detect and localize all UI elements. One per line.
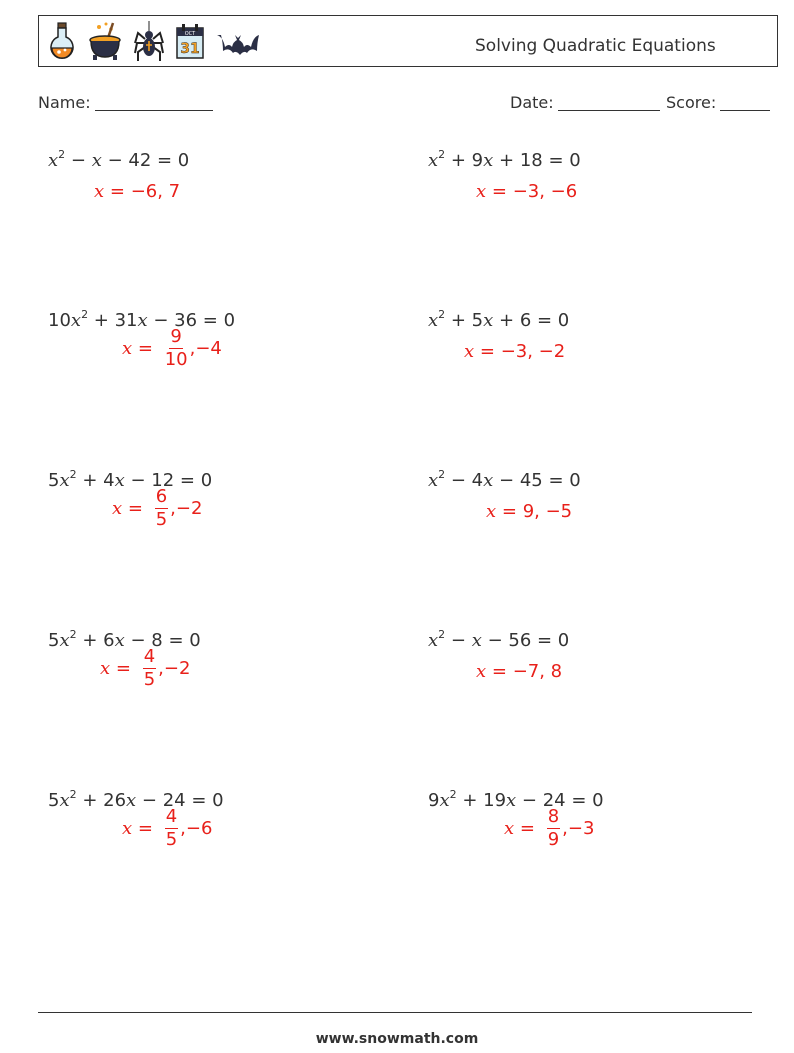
equation-exponent: 2	[438, 148, 446, 161]
answer-variable: x	[486, 501, 497, 522]
answer-fraction	[143, 648, 156, 689]
equation-variable: x	[483, 150, 494, 171]
equation-variable: x	[428, 470, 439, 491]
answer-equals: =	[514, 818, 541, 839]
equation-variable: x	[114, 470, 125, 491]
equation-variable: x	[428, 310, 439, 331]
header-icons	[47, 20, 259, 64]
answer-equals: =	[122, 498, 149, 519]
calendar-icon	[175, 21, 205, 63]
equation-linear-term: + 26	[76, 790, 127, 811]
equation-exponent: 2	[69, 468, 77, 481]
spider-icon	[133, 21, 165, 63]
footer-website: www.snowmath.com	[315, 1031, 479, 1047]
problem-answer	[122, 808, 212, 849]
equation-coefficient: 9	[428, 790, 440, 811]
answer-roots: −7, 8	[512, 661, 563, 682]
problem-equation	[428, 630, 569, 651]
answer-roots: ,−2	[170, 498, 203, 519]
equation-constant-term: − 8 = 0	[124, 630, 201, 651]
equation-variable: x	[428, 150, 439, 171]
fraction-denominator: 5	[155, 509, 168, 530]
potion-icon	[47, 21, 77, 63]
fraction-numerator: 4	[143, 646, 156, 667]
equation-variable: x	[428, 630, 439, 651]
problem-answer	[94, 181, 180, 202]
fraction-denominator: 5	[165, 829, 178, 850]
worksheet-title: Solving Quadratic Equations	[475, 36, 716, 56]
equation-linear-term: −	[65, 150, 92, 171]
answer-fraction	[165, 808, 178, 849]
equation-coefficient: 5	[48, 470, 60, 491]
equation-exponent: 2	[69, 788, 77, 801]
equation-variable: x	[483, 310, 494, 331]
equation-constant-term: − 42 = 0	[101, 150, 190, 171]
equation-exponent: 2	[81, 308, 89, 321]
problem-answer	[464, 341, 565, 362]
name-field	[38, 93, 213, 112]
answer-equals: =	[496, 501, 523, 522]
problem-equation	[428, 470, 581, 491]
answer-equals: =	[132, 338, 159, 359]
equation-linear-term: + 6	[76, 630, 115, 651]
equation-linear-term: + 19	[456, 790, 507, 811]
fraction-denominator: 10	[164, 349, 188, 370]
equation-exponent: 2	[438, 468, 446, 481]
fraction-numerator: 9	[170, 326, 182, 347]
date-label: Date:	[510, 93, 554, 112]
date-blank[interactable]	[558, 94, 660, 111]
answer-roots: 9, −5	[522, 501, 573, 522]
answer-roots: ,−2	[158, 658, 191, 679]
problem-answer	[122, 328, 222, 369]
equation-variable: x	[59, 630, 70, 651]
equation-exponent: 2	[58, 148, 66, 161]
equation-exponent: 2	[449, 788, 457, 801]
equation-variable: x	[59, 470, 70, 491]
answer-variable: x	[504, 818, 515, 839]
fraction-denominator: 9	[547, 829, 560, 850]
answer-variable: x	[476, 181, 487, 202]
fraction-numerator: 8	[547, 806, 560, 827]
equation-variable: x	[70, 310, 82, 331]
answer-equals: =	[132, 818, 159, 839]
problem-answer	[112, 488, 202, 529]
answer-variable: x	[94, 181, 105, 202]
equation-coefficient: 5	[48, 790, 60, 811]
score-blank[interactable]	[720, 94, 770, 111]
equation-variable: x	[506, 790, 517, 811]
equation-exponent: 2	[438, 628, 446, 641]
footer-divider	[38, 1012, 752, 1013]
equation-exponent: 2	[69, 628, 77, 641]
answer-fraction	[165, 328, 188, 369]
equation-constant-term: + 6 = 0	[493, 310, 570, 331]
equation-variable: x	[126, 790, 137, 811]
answer-variable: x	[464, 341, 475, 362]
equation-exponent: 2	[438, 308, 446, 321]
answer-fraction	[155, 488, 168, 529]
equation-constant-term: − 24 = 0	[136, 790, 224, 811]
problem-answer	[476, 181, 577, 202]
equation-linear-term: + 9	[445, 150, 484, 171]
equation-constant-term: + 18 = 0	[493, 150, 581, 171]
equation-constant-term: − 24 = 0	[516, 790, 604, 811]
problem-answer	[100, 648, 190, 689]
equation-linear-term: + 4	[76, 470, 115, 491]
answer-roots: ,−4	[189, 338, 222, 359]
name-blank[interactable]	[95, 94, 213, 111]
answer-equals: =	[474, 341, 501, 362]
answer-fraction	[547, 808, 560, 849]
answer-roots: ,−3	[562, 818, 595, 839]
equation-coefficient: 10	[48, 310, 71, 331]
problem-answer	[504, 808, 594, 849]
equation-variable: x	[114, 630, 125, 651]
fraction-numerator: 4	[165, 806, 178, 827]
bat-icon	[215, 21, 259, 63]
problem-answer	[486, 501, 572, 522]
equation-variable: x	[48, 150, 59, 171]
answer-variable: x	[112, 498, 123, 519]
answer-equals: =	[486, 661, 513, 682]
cauldron-icon	[87, 21, 123, 63]
equation-linear-term: + 5	[445, 310, 484, 331]
equation-coefficient: 5	[48, 630, 60, 651]
equation-linear-term: + 31	[88, 310, 138, 331]
equation-constant-term: − 36 = 0	[147, 310, 236, 331]
name-label: Name:	[38, 93, 91, 112]
answer-roots: −3, −2	[500, 341, 566, 362]
problem-equation	[428, 150, 581, 171]
answer-equals: =	[104, 181, 131, 202]
answer-roots: −3, −6	[512, 181, 578, 202]
answer-variable: x	[100, 658, 111, 679]
equation-constant-term: − 56 = 0	[481, 630, 570, 651]
fraction-numerator: 6	[155, 486, 168, 507]
score-label: Score:	[666, 93, 717, 112]
problem-equation	[428, 310, 569, 331]
problem-equation	[48, 150, 189, 171]
worksheet-header	[38, 15, 778, 67]
score-field	[666, 93, 770, 112]
calendar-day: 31	[180, 41, 200, 57]
fraction-denominator: 5	[143, 669, 156, 690]
equation-variable: x	[59, 790, 70, 811]
equation-variable: x	[483, 470, 494, 491]
answer-equals: =	[110, 658, 137, 679]
answer-roots: −6, 7	[130, 181, 181, 202]
equation-variable: x	[137, 310, 148, 331]
equation-variable: x	[471, 630, 482, 651]
equation-variable: x	[91, 150, 102, 171]
answer-variable: x	[476, 661, 487, 682]
equation-linear-term: − 4	[445, 470, 484, 491]
equation-variable: x	[439, 790, 450, 811]
answer-roots: ,−6	[180, 818, 213, 839]
equation-linear-term: −	[445, 630, 472, 651]
equation-constant-term: − 12 = 0	[124, 470, 213, 491]
answer-equals: =	[486, 181, 513, 202]
answer-variable: x	[122, 338, 133, 359]
answer-variable: x	[122, 818, 133, 839]
calendar-month: OCT	[184, 31, 196, 37]
date-field	[510, 93, 660, 112]
equation-constant-term: − 45 = 0	[493, 470, 581, 491]
problem-answer	[476, 661, 562, 682]
